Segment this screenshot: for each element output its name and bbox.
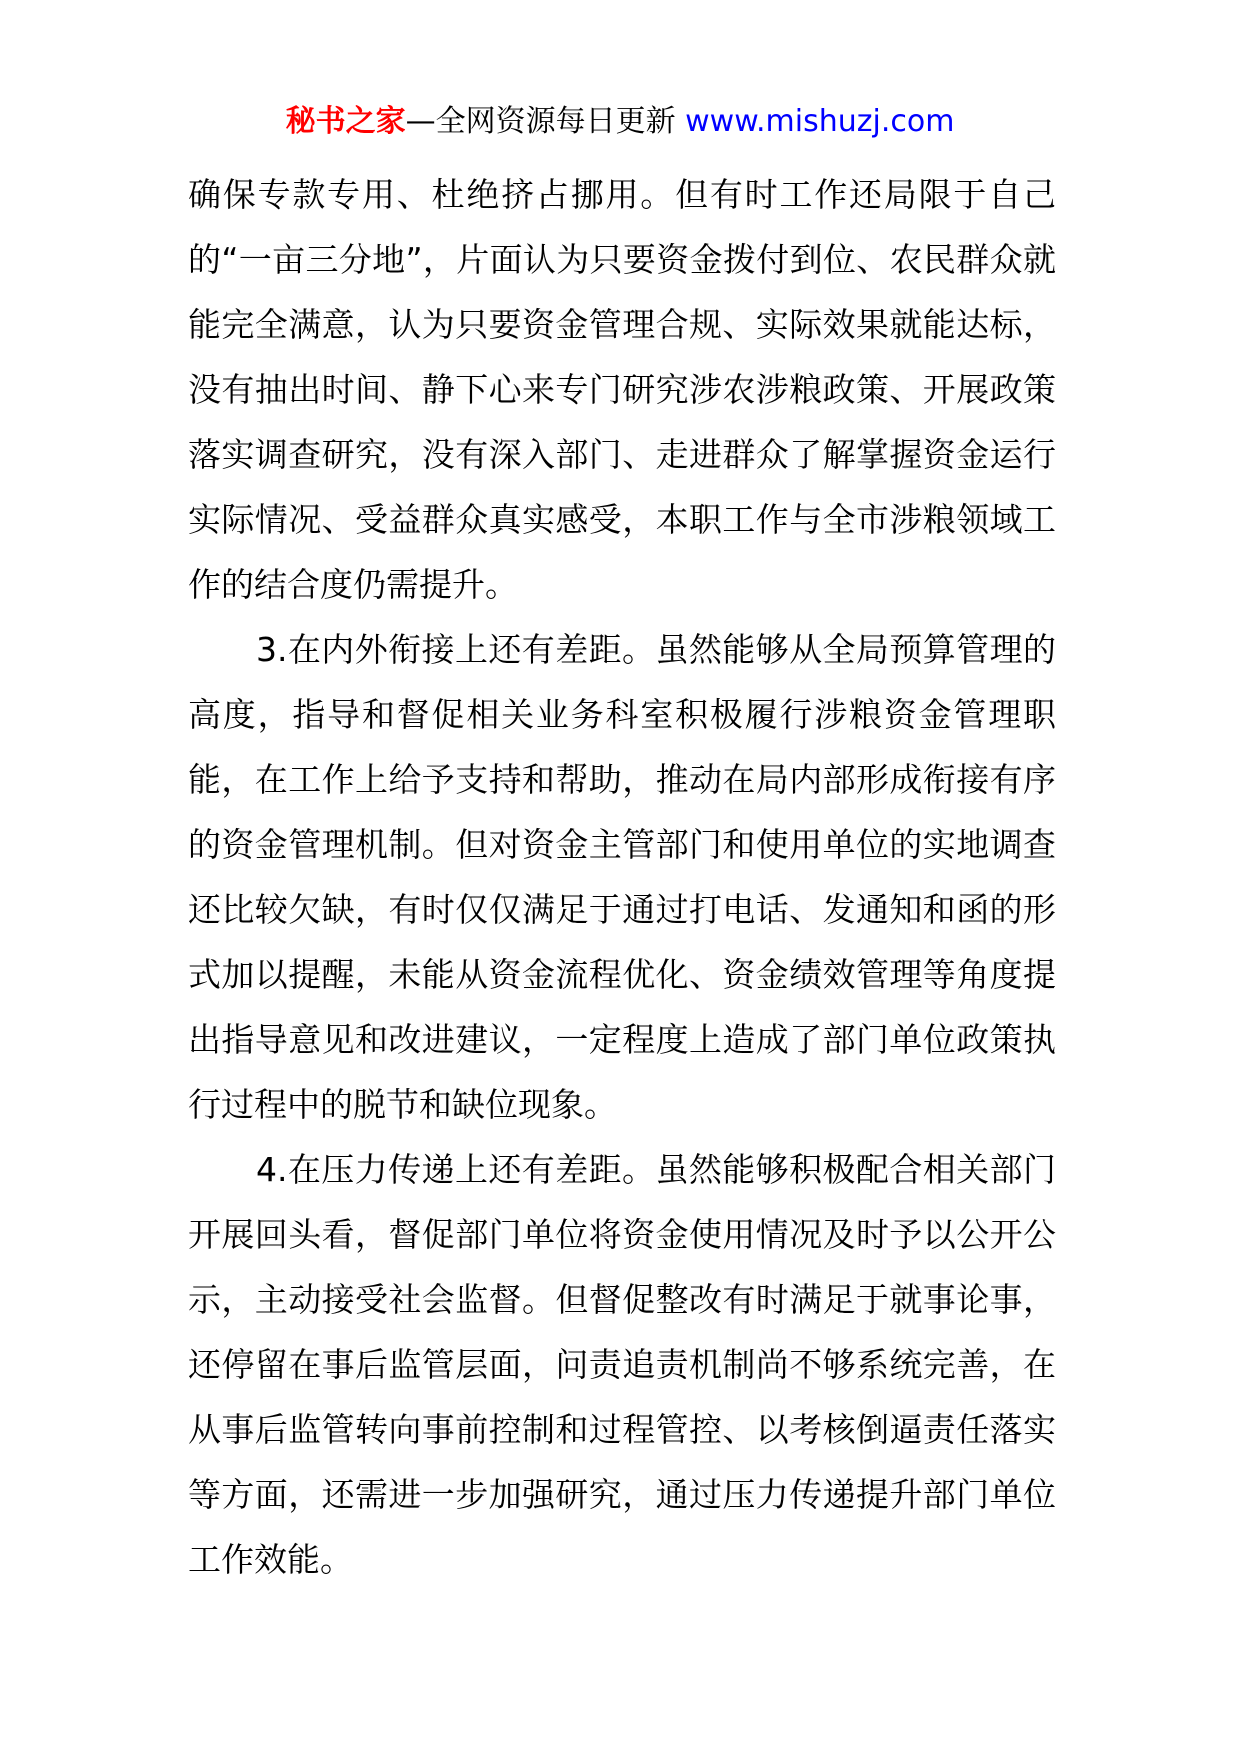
page-header <box>0 100 1240 144</box>
paragraph-continuation: 确保专款专用、杜绝挤占挪用。但有时工作还局限于自己的“一亩三分地”，片面认为只要资金拨付到位、农民群众就能完全满意，认为只要资金管理合规、实际效果就能达标，没有抽出时间、静下心来专门研究涉农涉粮政策、开展政策落实调查研究，没有深入部门、走进群众了解掌握资金运行实际情况、受益群众真实感受，本职工作与全市涉粮领域工作的结合度仍需提升。 <box>188 175 1056 604</box>
brand-name: 秘书之家 <box>285 104 406 139</box>
document-body <box>188 162 1056 1592</box>
paragraph-section-4: 4.在压力传递上还有差距。虽然能够积极配合相关部门开展回头看，督促部门单位将资金使用情况及时予以公开公示，主动接受社会监督。但督促整改有时满足于就事论事，还停留在事后监管层面，问责追责机制尚不够系统完善，在从事后监管转向事前控制和过程管控、以考核倒逼责任落实等方面，还需进一步加强研究，通过压力传递提升部门单位工作效能。 <box>188 1150 1056 1579</box>
paragraph-section-3: 3.在内外衔接上还有差距。虽然能够从全局预算管理的高度，指导和督促相关业务科室积极履行涉粮资金管理职能，在工作上给予支持和帮助，推动在局内部形成衔接有序的资金管理机制。但对资金主管部门和使用单位的实地调查还比较欠缺，有时仅仅满足于通过打电话、发通知和函的形式加以提醒，未能从资金流程优化、资金绩效管理等角度提出指导意见和改进建议，一定程度上造成了部门单位政策执行过程中的脱节和缺位现象。 <box>188 630 1056 1124</box>
header-tagline: —全网资源每日更新 <box>405 104 676 139</box>
site-url-link[interactable]: www.mishuzj.com <box>685 104 955 139</box>
